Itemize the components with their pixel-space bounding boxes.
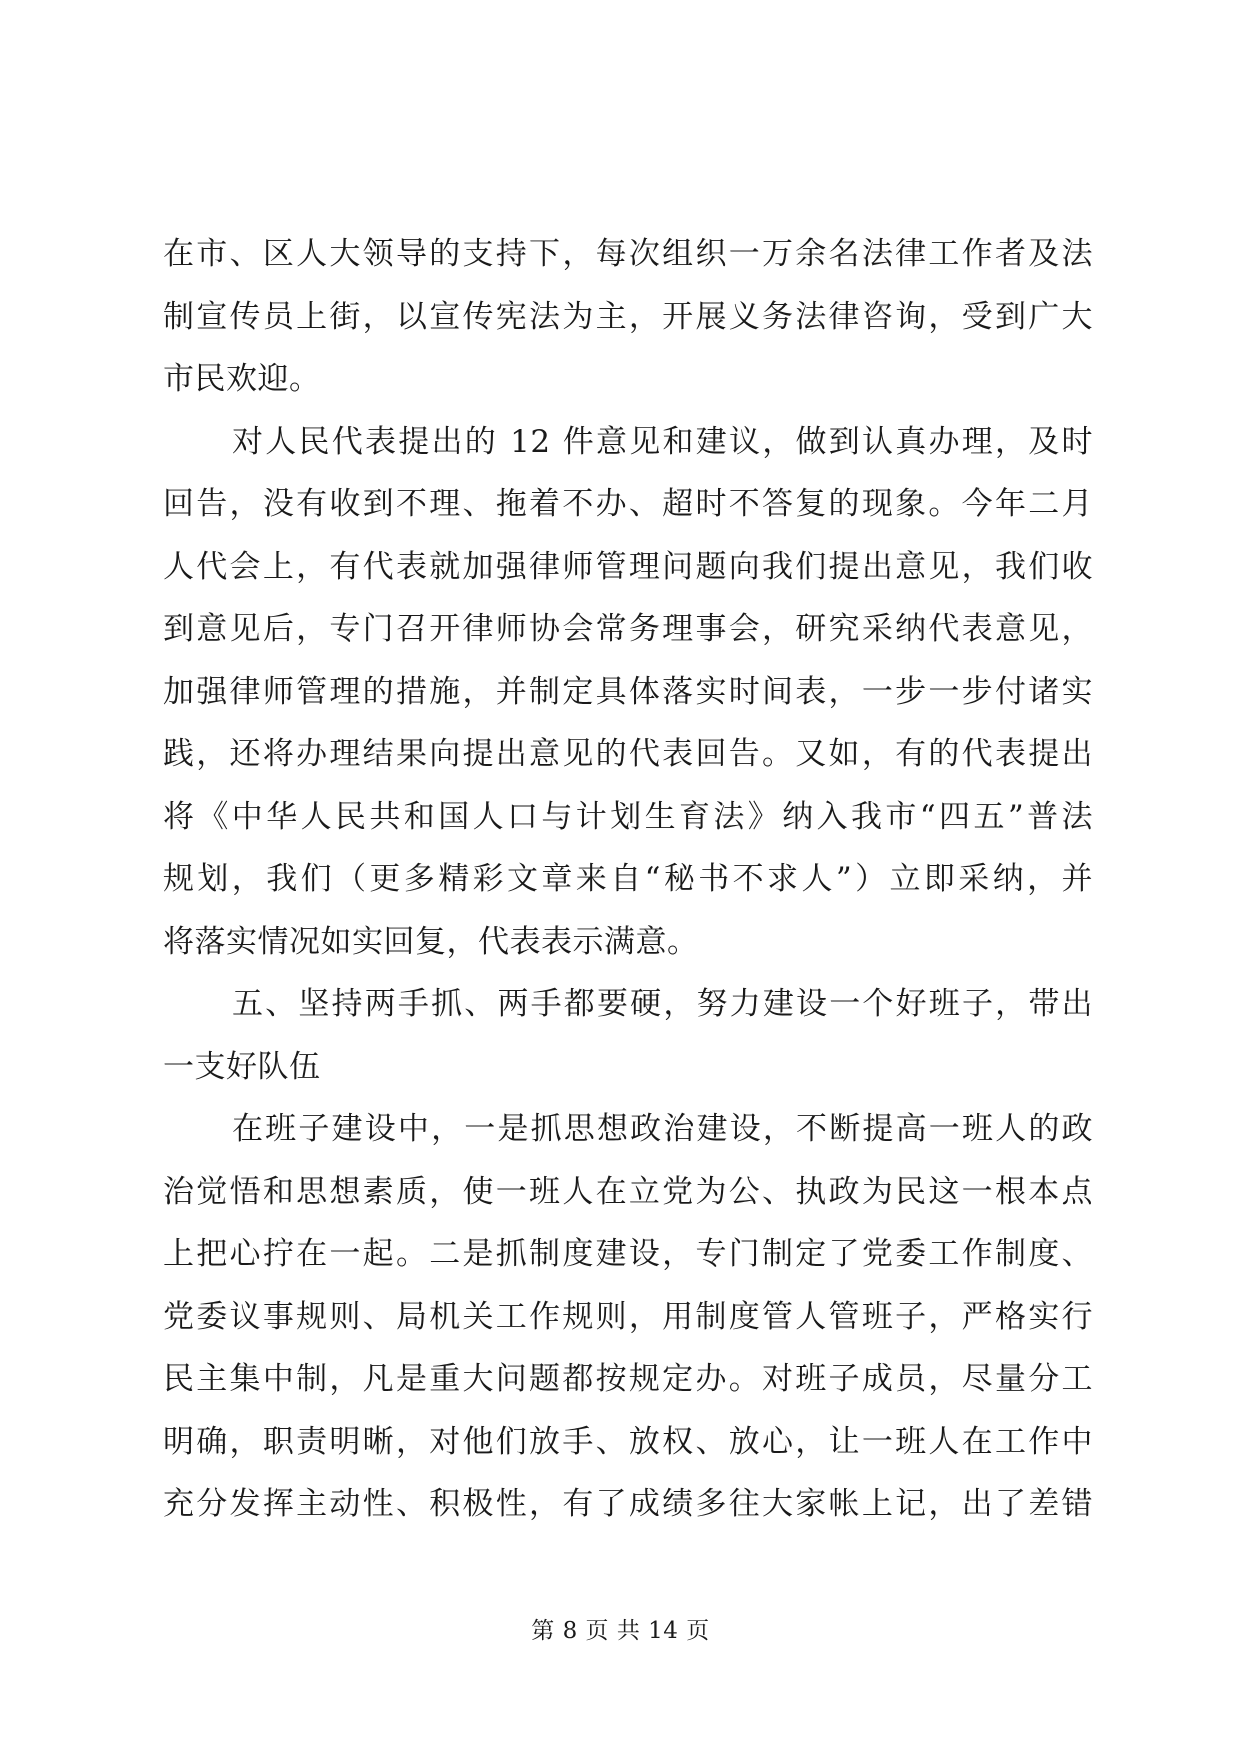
text-line: 制宣传员上街，以宣传宪法为主，开展义务法律咨询，受到广大 xyxy=(163,298,1093,335)
text-line: 市民欢迎。 xyxy=(163,361,321,397)
text-line: 治觉悟和思想素质，使一班人在立党为公、执政为民这一根本点 xyxy=(163,1173,1093,1210)
body-text xyxy=(163,223,1093,1536)
section-heading-line: 五、坚持两手抓、两手都要硬，努力建设一个好班子，带出 xyxy=(232,986,1093,1022)
text-line: 充分发挥主动性、积极性，有了成绩多往大家帐上记，出了差错 xyxy=(163,1486,1093,1522)
text-line: 明确，职责明晰，对他们放手、放权、放心，让一班人在工作中 xyxy=(163,1423,1093,1460)
text-line: 对人民代表提出的 12 件意见和建议，做到认真办理，及时 xyxy=(232,423,1093,460)
text-line: 到意见后，专门召开律师协会常务理事会，研究采纳代表意见， xyxy=(163,611,1093,647)
text-line: 回告，没有收到不理、拖着不办、超时不答复的现象。今年二月 xyxy=(163,486,1093,522)
text-line: 在班子建设中，一是抓思想政治建设，不断提高一班人的政 xyxy=(232,1111,1093,1147)
text-line: 上把心拧在一起。二是抓制度建设，专门制定了党委工作制度、 xyxy=(163,1236,1093,1272)
text-line: 规划，我们（更多精彩文章来自“秘书不求人”）立即采纳，并 xyxy=(163,861,1093,897)
page-number-footer: 第 8 页 共 14 页 xyxy=(531,1618,710,1644)
text-line: 民主集中制，凡是重大问题都按规定办。对班子成员，尽量分工 xyxy=(163,1361,1093,1397)
text-line: 党委议事规则、局机关工作规则，用制度管人管班子，严格实行 xyxy=(163,1298,1093,1335)
text-line: 加强律师管理的措施，并制定具体落实时间表，一步一步付诸实 xyxy=(163,673,1093,710)
text-line: 践，还将办理结果向提出意见的代表回告。又如，有的代表提出 xyxy=(163,736,1093,772)
section-heading-line: 一支好队伍 xyxy=(163,1048,321,1085)
text-line: 在市、区人大领导的支持下，每次组织一万余名法律工作者及法 xyxy=(163,236,1093,272)
text-line: 将落实情况如实回复，代表表示满意。 xyxy=(163,923,699,960)
text-line: 人代会上，有代表就加强律师管理问题向我们提出意见，我们收 xyxy=(163,548,1093,585)
text-line: 将《中华人民共和国人口与计划生育法》纳入我市“四五”普法 xyxy=(163,798,1093,835)
